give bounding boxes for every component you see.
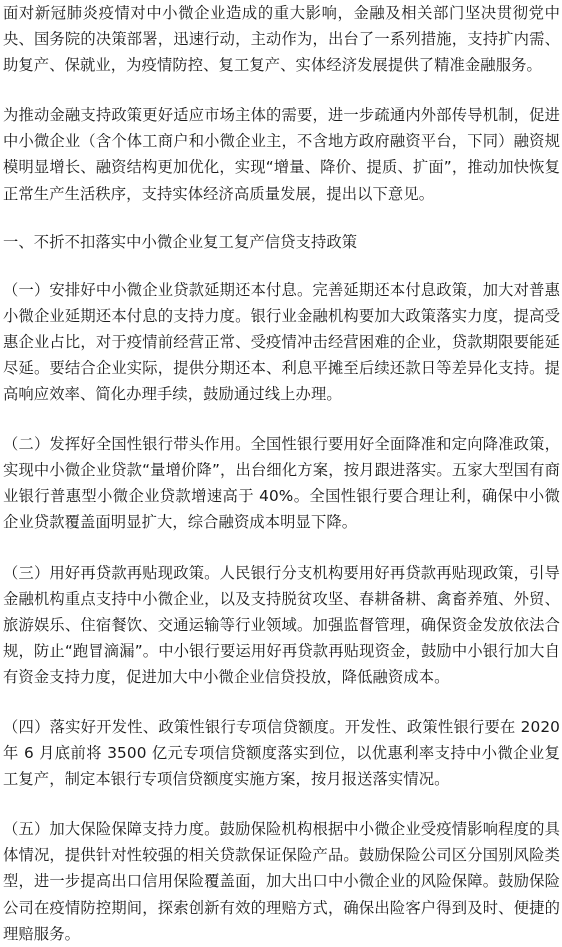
paragraph-spacer xyxy=(3,207,560,229)
policy-item-1: （一）安排好中小微企业贷款延期还本付息。完善延期还本付息政策，加大对普惠小微企业延期还本付息的支持力度。银行业金融机构要加大政策落实力度，提高受惠企业占比，对于疫情前经营正常、受疫情冲击经营困难的企业，贷款期限要能延尽延。要结合企业实际，提供分期还本、利息平摊至后续还款日等差异化支持。提高响应效率、简化办理手续，鼓励通过线上办理。 xyxy=(3,280,560,404)
policy-item-5: （五）加大保险保障支持力度。鼓励保险机构根据中小微企业受疫情影响程度的具体情况，提供针对性较强的相关贷款保证保险产品。鼓励保险公司区分国别风险类型，进一步提高出口信用保险覆盖面，加大出口中小微企业的风险保障。鼓励保险公司在疫情防控期间，探索创新有效的理赔方式，确保出险客户得到及时、便捷的理赔服务。 xyxy=(3,820,560,943)
paragraph-spacer xyxy=(3,536,560,560)
policy-item-4: （四）落实好开发性、政策性银行专项信贷额度。开发性、政策性银行要在 2020 年 6 月底前将 3500 亿元专项信贷额度落实到位，以优惠利率支持中小微企业复工复产，制定本银行专项信贷额度实施方案，按月报送落实情况。 xyxy=(3,717,560,789)
section-heading: 一、不折不扣落实中小微企业复工复产信贷支持政策 xyxy=(3,232,358,251)
policy-item-3: （三）用好再贷款再贴现政策。人民银行分支机构要用好再贷款再贴现政策，引导金融机构重点支持中小微企业，以及支持脱贫攻坚、春耕备耕、禽畜养殖、外贸、旅游娱乐、住宿餐饮、交通运输等行业领域。加强监督管理，确保资金发放依法合规，防止“跑冒滴漏”。中小银行要运用好再贷款再贴现资金，鼓励中小银行加大自有资金支持力度，促进加大中小微企业信贷投放，降低融资成本。 xyxy=(3,563,560,686)
intro-paragraph-2: 为推动金融支持政策更好适应市场主体的需要，进一步疏通内外部传导机制，促进中小微企业（含个体工商户和小微企业主，不含地方政府融资平台，下同）融资规模明显增长、融资结构更加优化，实现“增量、降价、提质、扩面”，推动加快恢复正常生产生活秩序，支持实体经济高质量发展，提出以下意见。 xyxy=(3,106,560,203)
paragraph-spacer xyxy=(3,792,560,816)
paragraph-spacer xyxy=(3,690,560,714)
paragraph-spacer xyxy=(3,78,560,102)
intro-paragraph-1: 面对新冠肺炎疫情对中小微企业造成的重大影响，金融及相关部门坚决贯彻党中央、国务院的决策部署，迅速行动，主动作为，出台了一系列措施，支持扩内需、助复产、保就业，为疫情防控、复工复产、实体经济发展提供了精准金融服务。 xyxy=(3,4,560,75)
paragraph-spacer xyxy=(3,407,560,431)
paragraph-spacer xyxy=(3,255,560,277)
policy-item-2: （二）发挥好全国性银行带头作用。全国性银行要用好全面降准和定向降准政策，实现中小微企业贷款“量增价降”，出台细化方案，按月跟进落实。五家大型国有商业银行普惠型小微企业贷款增速高于 40%。全国性银行要合理让利，确保中小微企业贷款覆盖面明显扩大，综合融资成本明显下降。 xyxy=(3,435,560,532)
